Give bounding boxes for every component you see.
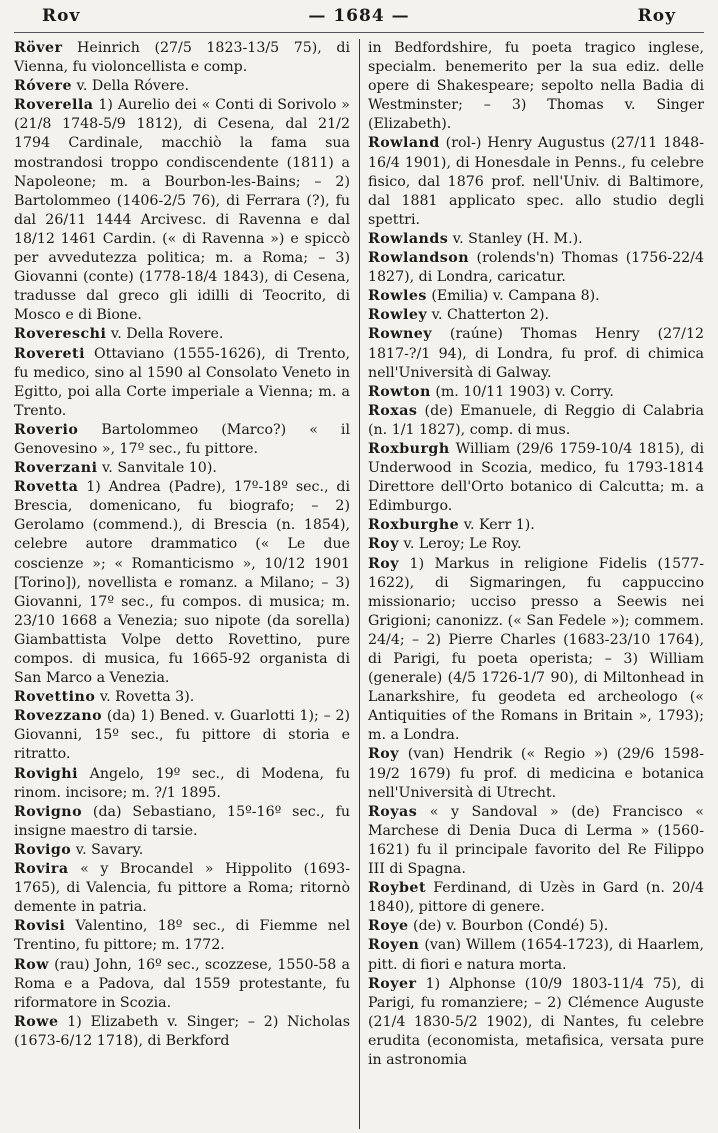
dictionary-entry (368, 402, 704, 440)
entry-headword: Roy (368, 536, 399, 553)
entry-text: v. Kerr 1). (459, 517, 535, 534)
entry-text: Valentino, 18º sec., di Fiemme nel Trentino, fu pittore; m. 1772. (14, 918, 350, 954)
entry-text: William (29/6 1759-10/4 1815), di Underwood in Scozia, medico, fu 1793-1814 Direttore dell'Orto botanico di Calcutta; m. a Edimburgo. (368, 440, 704, 515)
entry-text: v. Della Róvere. (72, 78, 190, 95)
entry-headword: Roverio (14, 421, 79, 438)
entry-text: Heinrich (27/5 1823-13/5 75), di Vienna, fu violoncellista e comp. (14, 40, 350, 76)
dictionary-entry (368, 917, 704, 936)
entry-text: « y Sandoval » (de) Francisco « Marchese di Denia Duca di Lerma » (1560-1621) fu il principale favorito del Re Filippo III di Spagna. (368, 803, 704, 878)
entry-text: (de) v. Bourbon (Condé) 5). (408, 918, 609, 935)
entry-text: 1) Aurelio dei « Conti di Sorivolo » (21/8 1748-5/9 1812), di Cesena, dal 21/2 1794 Cardinale, macchiò la fama sua mostrandosi troppo condiscendente (1811) a Napoleone; m. a Bourbon-les-Bains; – 2) Bartolommeo (1406-2/5 76), di Ferrara (?), fu dal 26/11 1444 Arcivesc. di Ravenna e dal 18/12 1461 Cardin. (« di Ravenna ») e spiccò per avvedutezza politica; m. a Roma; – 3) Giovanni (conte) (1778-18/4 1843), di Cesena, tradusse dal greco gli idilli di Teocrito, di Mosco e di Bione. (14, 97, 350, 324)
dictionary-entry (14, 860, 350, 917)
dictionary-entry (14, 956, 350, 1013)
entry-headword: Rowley (368, 307, 428, 324)
entry-text: 1) Markus in religione Fidelis (1577-1622), di Sigmaringen, fu cappuccino missionario; ucciso presso a Seewis nei Grigioni; canonizz. (« San Fedele »); commem. 24/4; – 2) Pierre Charles (1683-23/10 1764), di Parigi, fu poeta operista; – 3) William (generale) (4/5 1726-1/7 90), di Miltonhead in Lanarkshire, fu geodeta ed archeologo (« Antiquities of the Romans in Britain », 1793); m. a Londra. (368, 555, 704, 744)
entry-headword: Royer (368, 975, 417, 992)
entry-text: 1) Alphonse (10/9 1803-11/4 75), di Parigi, fu romanziere; – 2) Clémence Auguste (21/4 1830-5/2 1902), di Nantes, fu celebre erudita (economista, metafisica, versata pure in astronomia (368, 975, 704, 1068)
entry-text: (da) 1) Bened. v. Guarlotti 1); – 2) Giovanni, 15º sec., fu pittore di storia e ritratto. (14, 708, 350, 763)
dictionary-entry (368, 134, 704, 229)
dictionary-entry (368, 440, 704, 516)
dictionary-entry (368, 287, 704, 306)
entry-headword: Rovisi (14, 918, 66, 935)
entry-headword: Roxas (368, 402, 418, 419)
dictionary-entry (368, 975, 704, 1070)
entry-headword: Roy (368, 555, 399, 572)
dictionary-entry (14, 325, 350, 344)
entry-headword: Röver (14, 40, 63, 56)
entry-headword: Rowlands (368, 230, 449, 247)
dictionary-entry (14, 917, 350, 955)
header-left-guide-word: Rov (42, 6, 81, 26)
entry-text: (raúne) Thomas Henry (27/12 1817-?/1 94), di Londra, fu prof. di chimica nell'Università di Galway. (368, 326, 704, 381)
entry-text: v. Chatterton 2). (427, 307, 549, 324)
entry-text: (de) Emanuele, di Reggio di Calabria (n. 1/1 1827), comp. di mus. (368, 402, 704, 438)
entry-headword: Rovighi (14, 765, 79, 782)
dictionary-entry (14, 841, 350, 860)
dictionary-entry (368, 535, 704, 554)
entry-headword: Rovereschi (14, 326, 107, 343)
dictionary-entry (14, 39, 350, 77)
dictionary-entry (14, 707, 350, 764)
column-divider (359, 39, 360, 1129)
entry-text: v. Sanvitale 10). (97, 460, 217, 477)
entry-headword: Rowlandson (368, 250, 470, 267)
dictionary-entry (14, 478, 350, 688)
entry-text: 1) Andrea (Padre), 17º-18º sec., di Brescia, domenicano, fu biografo; – 2) Gerolamo (commend.), di Brescia (n. 1854), celebre autore drammatico (« Le due coscienze »; « Romanticismo », 10/12 1901 [Torino]), novellista e romanz. a Milano; – 3) Giovanni, 17º sec., fu compos. di musica; m. 23/10 1668 a Venezia; suo nipote (da sorella) Giambattista Volpe detto Rovettino, pure compos. di musica, fu 1665-92 organista di San Marco a Venezia. (14, 479, 350, 687)
dictionary-entry (368, 745, 704, 802)
entry-text: v. Savary. (71, 841, 144, 858)
entry-headword: Roybet (368, 880, 426, 897)
entry-headword: Róvere (14, 78, 73, 95)
dictionary-entry (368, 230, 704, 249)
dictionary-entry (14, 765, 350, 803)
dictionary-entry (368, 249, 704, 287)
dictionary-entry (368, 555, 704, 746)
entry-headword: Rowney (368, 326, 433, 343)
entry-headword: Rovettino (14, 689, 96, 706)
entry-headword: Roy (368, 746, 399, 763)
dictionary-entry (14, 459, 350, 478)
entry-headword: Rowland (368, 135, 440, 152)
dictionary-entry (14, 1013, 350, 1051)
entry-headword: Roxburghe (368, 517, 460, 534)
entry-headword: Rovezzano (14, 708, 103, 725)
dictionary-entry (14, 77, 350, 96)
right-column (368, 39, 704, 1129)
entry-headword: Rowton (368, 383, 431, 400)
dictionary-entry (368, 39, 704, 134)
entry-text: v. Rovetta 3). (95, 689, 195, 706)
entry-headword: Rowles (368, 288, 427, 305)
entry-text: Bartolommeo (Marco?) « il Genovesino », 17º sec., fu pittore. (14, 421, 350, 457)
dictionary-entry (14, 96, 350, 325)
entry-text: (van) Hendrik (« Regio ») (29/6 1598-19/2 1679) fu prof. di medicina e botanica nell'Università di Utrecht. (368, 746, 704, 801)
entry-headword: Rovetta (14, 479, 79, 496)
dictionary-entry (14, 803, 350, 841)
entry-text: Ferdinand, di Uzès in Gard (n. 20/4 1840), pittore di genere. (368, 880, 704, 916)
entry-headword: Roverella (14, 97, 94, 114)
dictionary-entry (368, 306, 704, 325)
dictionary-entry (368, 879, 704, 917)
entry-headword: Row (14, 956, 49, 973)
entry-headword: Rovira (14, 861, 69, 878)
header-right-guide-word: Roy (637, 6, 676, 26)
entry-text: (rolends'n) Thomas (1756-22/4 1827), di Londra, caricatur. (368, 250, 704, 286)
entry-text: (m. 10/11 1903) v. Corry. (430, 383, 614, 400)
entry-headword: Roye (368, 918, 409, 935)
entry-text: Ottaviano (1555-1626), di Trento, fu medico, sino al 1590 al Consolato Veneto in Egitto, poi alla Corte imperiale a Vienna; m. a Trento. (14, 345, 350, 419)
entry-headword: Roverzani (14, 460, 98, 477)
entry-text: (rol-) Henry Augustus (27/11 1848-16/4 1901), di Honesdale in Penns., fu celebre fisico, dal 1876 prof. nell'Univ. di Baltimore, dal 1881 applicato spec. allo studio degli spettri. (368, 135, 704, 228)
entry-headword: Royas (368, 803, 418, 820)
entry-text: in Bedfordshire, fu poeta tragico inglese, specialm. benemerito per la sua ediz. delle opere di Shakespeare; sepolto nella Badia di Westminster; – 3) Thomas v. Singer (Elizabeth). (368, 40, 704, 133)
dictionary-entry (368, 936, 704, 974)
left-column (14, 39, 350, 1129)
page-header (14, 6, 704, 33)
entry-text: (Emilia) v. Campana 8). (426, 288, 600, 305)
dictionary-entry (368, 383, 704, 402)
entry-headword: Rovereti (14, 345, 85, 362)
entry-text: v. Stanley (H. M.). (448, 230, 583, 247)
entry-text: v. Della Rovere. (106, 326, 224, 343)
text-columns (14, 39, 704, 1129)
entry-text: « y Brocandel » Hippolito (1693-1765), di Valencia, fu pittore a Roma; ritornò demente in patria. (14, 861, 350, 916)
dictionary-entry (14, 345, 350, 421)
entry-text: v. Leroy; Le Roy. (399, 536, 522, 553)
entry-text: (da) Sebastiano, 15º-16º sec., fu insigne maestro di tarsie. (14, 803, 350, 839)
dictionary-entry (14, 421, 350, 459)
dictionary-entry (368, 516, 704, 535)
entry-headword: Roxburgh (368, 440, 450, 457)
entry-headword: Royen (368, 937, 420, 954)
page-number: — 1684 — (308, 6, 410, 26)
entry-headword: Rowe (14, 1013, 59, 1030)
entry-headword: Rovigo (14, 841, 72, 858)
entry-headword: Rovigno (14, 803, 83, 820)
dictionary-entry (368, 803, 704, 879)
dictionary-entry (368, 325, 704, 382)
entry-text: Angelo, 19º sec., di Modena, fu rinom. incisore; m. ?/1 1895. (14, 765, 350, 801)
entry-text: 1) Elizabeth v. Singer; – 2) Nicholas (1673-6/12 1718), di Berkford (14, 1013, 350, 1049)
dictionary-entry (14, 688, 350, 707)
entry-text: (rau) John, 16º sec., scozzese, 1550-58 a Roma e a Padova, dal 1559 protestante, fu riformatore in Scozia. (14, 956, 350, 1011)
entry-text: (van) Willem (1654-1723), di Haarlem, pitt. di fiori e natura morta. (368, 937, 704, 973)
